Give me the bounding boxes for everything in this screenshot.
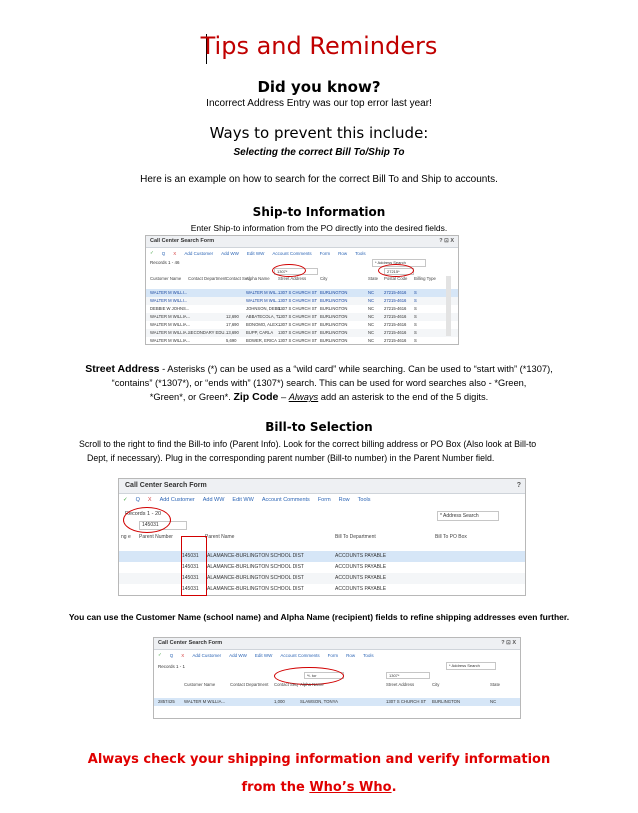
col-alpha-name[interactable]: Alpha Name — [300, 682, 324, 687]
footer-line-1: Always check your shipping information and verify information — [87, 752, 551, 767]
form-menu[interactable]: Form — [319, 250, 331, 256]
row-menu[interactable]: Row — [346, 652, 356, 658]
tools-menu[interactable]: Tools — [357, 497, 371, 503]
row-id: 2857425 — [158, 699, 175, 704]
table-row[interactable] — [119, 551, 525, 562]
refine-window-titlebar — [154, 638, 520, 650]
ship-table-header — [146, 276, 458, 288]
row-street-address: 1307 S CHURCH ST — [278, 314, 318, 319]
row-bill-to-department: ACCOUNTS PAYABLE — [335, 564, 387, 570]
search-icon[interactable]: Q — [135, 497, 140, 503]
row-customer-name: WALTER M WILLIA... — [150, 314, 191, 319]
row-street-address: 1307 S CHURCH ST — [278, 338, 318, 343]
ok-icon[interactable]: ✓ — [158, 652, 162, 657]
edit-ww-button[interactable]: Edit WW — [232, 497, 254, 503]
row-billing-type: S — [414, 314, 417, 319]
bill-toolbar — [119, 494, 525, 506]
refine-search-window — [153, 637, 521, 719]
bill-to-paragraph — [79, 437, 579, 465]
col-city[interactable]: City — [432, 682, 440, 687]
alpha-name-filter[interactable]: *t. tor — [304, 672, 344, 679]
row-billing-type: S — [414, 322, 417, 327]
footer-line-2 — [0, 780, 638, 795]
row-alpha-name: BOWER, ERICA — [246, 338, 277, 343]
table-row[interactable] — [146, 313, 458, 321]
bill-window-titlebar — [119, 479, 525, 494]
bill-text-2: Dept, if necessary). Plug in the corresponding parent number (Bill-to number) in the Parent Number field. — [87, 453, 495, 463]
col-contact-department[interactable]: Contact Department — [188, 276, 227, 281]
table-row[interactable] — [119, 562, 525, 573]
parent-number-filter[interactable]: 145031 — [139, 521, 187, 530]
col-street-address[interactable]: Street Address — [386, 682, 415, 687]
bill-window-controls[interactable]: ? — [516, 482, 521, 489]
street-text-2: “contains” (*1307*), or “ends with” (1307*) search. This can be used for word searches also - *Green, — [111, 378, 527, 388]
ship-toolbar — [146, 248, 458, 258]
row-bill-to-department: ACCOUNTS PAYABLE — [335, 586, 387, 592]
row-state: NC — [368, 290, 375, 295]
bill-address-dropdown[interactable]: * Address Search — [437, 511, 499, 521]
refine-window-controls[interactable]: ? ⊡ X — [501, 640, 516, 646]
footer-suffix: . — [391, 780, 397, 795]
add-customer-button[interactable]: Add Customer — [184, 250, 214, 256]
table-row[interactable] — [146, 289, 458, 297]
row-city: BURLINGTON — [320, 330, 348, 335]
row-street-address: 1307 S CHURCH ST — [278, 306, 318, 311]
zip-code-label: Zip Code — [233, 391, 279, 403]
row-city: BURLINGTON — [320, 290, 348, 295]
row-billing-type: S — [414, 330, 417, 335]
ship-zip-filter[interactable]: 27215* — [384, 268, 414, 275]
row-billing-type: S — [414, 338, 417, 343]
close-icon[interactable]: X — [181, 652, 185, 658]
row-postal-code: 27215-4616 — [384, 322, 407, 327]
row-menu[interactable]: Row — [338, 250, 348, 256]
account-comments-button[interactable]: Account Comments — [272, 250, 312, 256]
row-city: BURLINGTON — [320, 338, 348, 343]
col-parent-number[interactable]: Parent Number — [139, 534, 173, 540]
row-street-address: 1307 S CHURCH ST — [386, 699, 427, 704]
street-address-paragraph — [0, 362, 638, 404]
row-alpha-name: JOHNSON, DEBB... — [246, 306, 284, 311]
row-postal-code: 27215-4616 — [384, 338, 407, 343]
row-street-address: 1307 S CHURCH ST — [278, 290, 318, 295]
search-icon[interactable]: Q — [161, 250, 166, 256]
col-city[interactable]: City — [320, 276, 328, 281]
incorrect-address-line: Incorrect Address Entry was our top error last year! — [206, 98, 432, 109]
table-row[interactable] — [146, 305, 458, 313]
page-title: Tips and Reminders — [200, 32, 438, 60]
add-ww-button[interactable]: Add WW — [202, 497, 225, 503]
bill-to-heading: Bill-to Selection — [265, 420, 373, 434]
refine-window-title: Call Center Search Form — [158, 640, 223, 646]
row-postal-code: 27215-4616 — [384, 298, 407, 303]
row-parent-number: 145031 — [182, 564, 199, 570]
example-line: Here is an example on how to search for the correct Bill To and Ship to accounts. — [140, 174, 498, 185]
ship-scrollbar[interactable] — [446, 276, 451, 336]
row-customer-name: WALTER M WILLIA... — [150, 330, 191, 335]
row-alpha-name: ABBATECOLA, T... — [246, 314, 282, 319]
col-state[interactable]: State — [490, 682, 501, 687]
row-customer-name: WALTER M WILLIA... — [150, 338, 191, 343]
ship-street-filter[interactable]: 1307* — [274, 268, 318, 275]
whos-who-link[interactable]: Who’s Who — [309, 780, 392, 795]
dash-text: – — [278, 392, 289, 402]
row-city: BURLINGTON — [320, 298, 348, 303]
tools-menu[interactable]: Tools — [363, 652, 374, 658]
row-parent-number: 145031 — [182, 575, 199, 581]
table-row[interactable] — [146, 337, 458, 345]
row-alpha-name: SLAWSON, TONYA — [300, 699, 339, 704]
row-bill-to-department: ACCOUNTS PAYABLE — [335, 553, 387, 559]
add-customer-button[interactable]: Add Customer — [192, 652, 222, 658]
ok-icon[interactable]: ✓ — [123, 497, 128, 503]
col-street-address[interactable]: Street Address — [278, 276, 307, 281]
row-parent-name: ALAMANCE-BURLINGTON SCHOOL DIST — [207, 564, 304, 570]
add-customer-button[interactable]: Add Customer — [159, 497, 195, 503]
table-row[interactable] — [119, 573, 525, 584]
parent-filter-highlight — [123, 507, 171, 533]
ship-address-dropdown[interactable]: * Address Search — [372, 259, 426, 267]
row-postal-code: 27215-4616 — [384, 290, 407, 295]
account-comments-button[interactable]: Account Comments — [280, 652, 320, 658]
ways-subheading: Selecting the correct Bill To/Ship To — [233, 147, 405, 158]
row-contact-seq: 12,690 — [226, 314, 239, 319]
edit-ww-button[interactable]: Edit WW — [246, 250, 265, 256]
row-postal-code: 27215-4616 — [384, 314, 407, 319]
ok-icon[interactable]: ✓ — [150, 250, 154, 255]
row-alpha-name: BUPP, CARLA — [246, 330, 274, 335]
row-contact-seq: 13,690 — [226, 330, 239, 335]
form-menu[interactable]: Form — [317, 497, 331, 503]
ship-window-titlebar — [146, 236, 458, 248]
parent-number-highlight — [181, 536, 207, 596]
always-text: Always — [288, 392, 319, 402]
col-customer-name[interactable]: Customer Name — [184, 682, 216, 687]
ship-to-heading: Ship-to Information — [252, 205, 386, 219]
row-customer-name: DEBBIE W JOHNS... — [150, 306, 190, 311]
search-icon[interactable]: Q — [169, 652, 174, 658]
street-address-label: Street Address — [85, 363, 160, 375]
refine-street-filter[interactable]: 1307* — [386, 672, 430, 679]
bill-window-title: Call Center Search Form — [125, 482, 207, 489]
customer-name-tip: You can use the Customer Name (school name) and Alpha Name (recipient) fields to refine shipping addresses even further. — [68, 612, 570, 622]
footer-prefix: from the — [241, 780, 310, 795]
row-state: NC — [368, 338, 375, 343]
row-state: NC — [368, 298, 375, 303]
close-icon[interactable]: X — [173, 250, 177, 256]
refine-table-header — [154, 682, 520, 694]
refine-address-dropdown[interactable]: * Address Search — [446, 662, 496, 670]
bill-text-1: Scroll to the right to find the Bill-to info (Parent Info). Look for the correct billing address or PO Box (Also look at Bill-to — [79, 439, 537, 449]
row-alpha-name: WALTER M WIL... — [246, 290, 280, 295]
col-alpha-name[interactable]: Alpha Name — [246, 276, 270, 281]
row-street-address: 1307 S CHURCH ST — [278, 298, 318, 303]
street-text-3b: add an asterisk to the end of the 5 digits. — [318, 392, 489, 402]
row-city: BURLINGTON — [320, 322, 348, 327]
row-state: NC — [368, 330, 375, 335]
row-customer-name: WALTER M WILLIA... — [184, 699, 226, 704]
row-parent-name: ALAMANCE-BURLINGTON SCHOOL DIST — [207, 553, 304, 559]
row-contact-seq: 1,000 — [274, 699, 285, 704]
table-row[interactable] — [146, 329, 458, 337]
ship-window-controls[interactable]: ? ⊡ X — [439, 238, 454, 244]
row-state: NC — [368, 306, 375, 311]
row-postal-code: 27215-4616 — [384, 306, 407, 311]
form-menu[interactable]: Form — [327, 652, 339, 658]
ship-window-title: Call Center Search Form — [150, 238, 215, 244]
row-billing-type: S — [414, 306, 417, 311]
row-contact-department: SECONDARY EDU... — [188, 330, 228, 335]
row-street-address: 1307 S CHURCH ST — [278, 330, 318, 335]
account-comments-button[interactable]: Account Comments — [261, 497, 310, 503]
col-parent-name[interactable]: Parent Name — [205, 534, 235, 540]
bill-records-count: Records 1 - 20 — [125, 511, 162, 517]
row-postal-code: 27215-4616 — [384, 330, 407, 335]
ship-records-count: Records 1 - 46 — [150, 260, 180, 265]
table-row[interactable] — [154, 698, 520, 706]
refine-toolbar — [154, 650, 520, 660]
row-city: BURLINGTON — [320, 306, 348, 311]
row-street-address: 1307 S CHURCH ST — [278, 322, 318, 327]
row-parent-name: ALAMANCE-BURLINGTON SCHOOL DIST — [207, 575, 304, 581]
row-billing-type: S — [414, 290, 417, 295]
row-state: NC — [368, 322, 375, 327]
bill-table-header — [119, 534, 525, 550]
bill-search-window — [118, 478, 526, 596]
row-billing-type: S — [414, 298, 417, 303]
col-customer-name[interactable]: Customer Name — [150, 276, 182, 281]
col-partial[interactable]: ng e — [121, 534, 131, 540]
row-customer-name: WALTER M WILLI... — [150, 298, 188, 303]
row-parent-number: 145031 — [182, 586, 199, 592]
street-text-1: - Asterisks (*) can be used as a “wild card” while searching. Can be used to “start with” (*1307), — [159, 364, 553, 374]
row-city: BURLINGTON — [320, 314, 348, 319]
row-customer-name: WALTER M WILLIA... — [150, 322, 191, 327]
col-postal-code[interactable]: Postal Code — [384, 276, 408, 281]
row-alpha-name: WALTER M WIL... — [246, 298, 280, 303]
ship-to-subtext: Enter Ship-to information from the PO directly into the desired fields. — [190, 223, 448, 233]
col-state[interactable]: State — [368, 276, 379, 281]
row-state: NC — [490, 699, 497, 704]
row-state: NC — [368, 314, 375, 319]
table-row[interactable] — [146, 297, 458, 305]
edit-ww-button[interactable]: Edit WW — [254, 652, 273, 658]
refine-records-count: Records 1 - 1 — [158, 664, 186, 669]
table-row[interactable] — [119, 584, 525, 595]
add-ww-button[interactable]: Add WW — [221, 250, 239, 256]
row-parent-name: ALAMANCE-BURLINGTON SCHOOL DIST — [207, 586, 304, 592]
tools-menu[interactable]: Tools — [355, 250, 366, 256]
ways-heading: Ways to prevent this include: — [209, 124, 429, 142]
table-row[interactable] — [146, 321, 458, 329]
col-billing-type[interactable]: Billing Type — [414, 276, 436, 281]
ship-search-window — [145, 235, 459, 345]
add-ww-button[interactable]: Add WW — [229, 652, 247, 658]
col-contact-department[interactable]: Contact Department — [230, 682, 269, 687]
street-text-3a: *Green*, or Green*. — [149, 392, 234, 402]
did-you-know-heading: Did you know? — [257, 78, 381, 96]
col-bill-to-po-box[interactable]: Bill To PO Box — [435, 534, 467, 540]
row-parent-number: 145031 — [182, 553, 199, 559]
col-contact-seq[interactable]: Contact Seq — [274, 682, 298, 687]
row-menu[interactable]: Row — [338, 497, 350, 503]
row-contact-seq: 17,690 — [226, 322, 239, 327]
col-contact-seq[interactable]: Contact Seq — [226, 276, 250, 281]
row-city: BURLINGTON — [432, 699, 461, 704]
row-bill-to-department: ACCOUNTS PAYABLE — [335, 575, 387, 581]
col-bill-to-department[interactable]: Bill To Department — [335, 534, 376, 540]
row-customer-name: WALTER M WILLI... — [150, 290, 188, 295]
close-icon[interactable]: X — [147, 497, 152, 503]
row-alpha-name: BONOMO, ALEX... — [246, 322, 282, 327]
row-contact-seq: 5,690 — [226, 338, 237, 343]
